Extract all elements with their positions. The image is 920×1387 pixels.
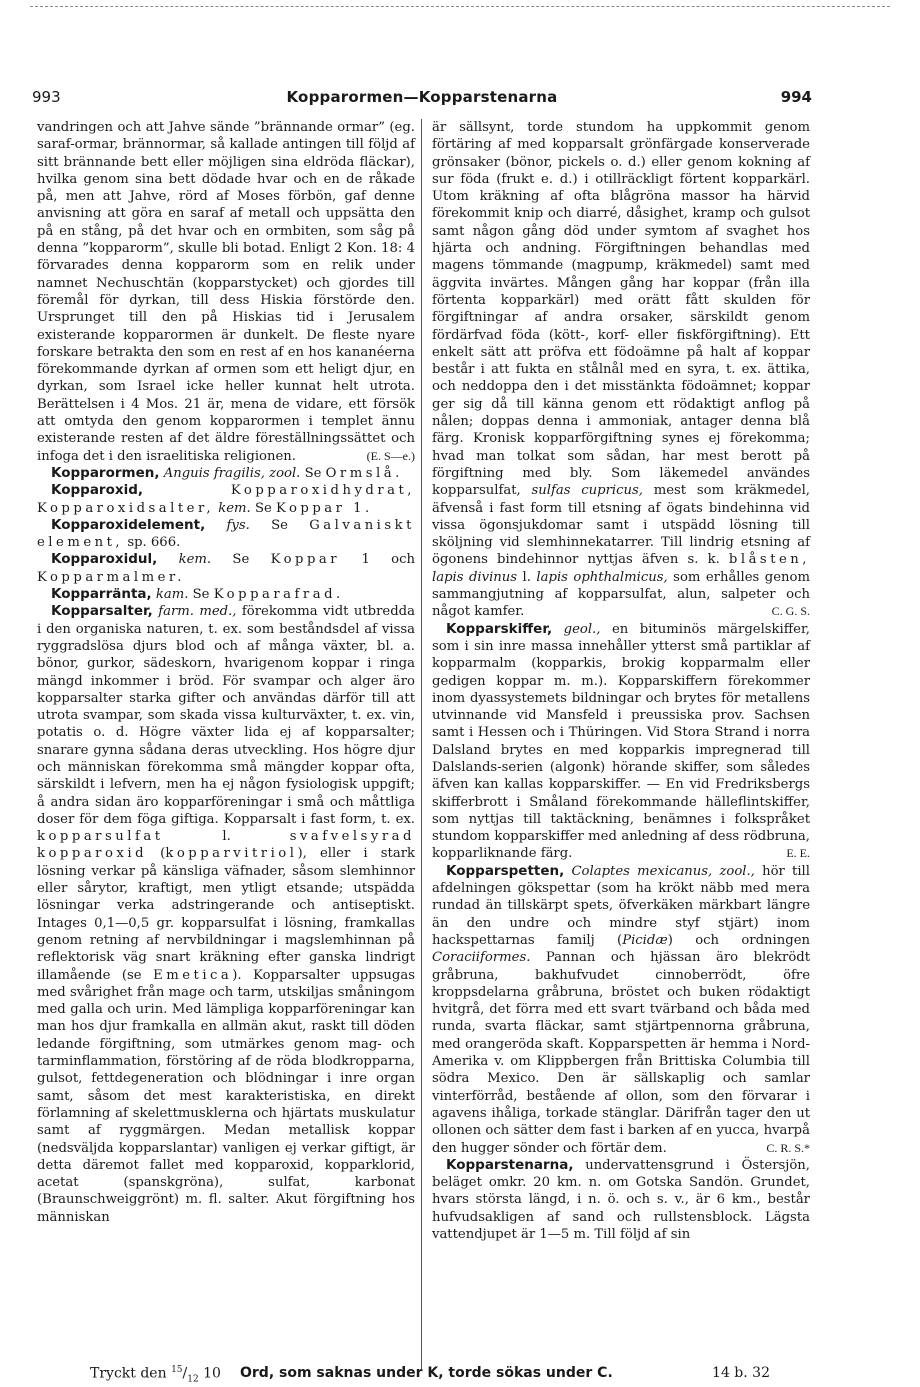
- footer-note: Ord, som saknas under K, torde sökas under C.: [240, 1365, 613, 1381]
- page-header: [32, 88, 812, 110]
- entry-kopparspetten: Kopparspetten, Colaptes mexicanus, zool., hör till afdelningen gökspettar (som ha krökt näbb med mera rundad än tillskärpt spets, öfverkäken märkbart längre än den undre och mindre styf stjärt) inom hackspettarnas familj (Picidæ) och ordningen Coraciiformes. Pannan och hjässan äro blekrödt gråbruna, bakhufvudet cinnoberrödt, öfre kroppsdelarna gråbruna, bröstet och buken rödaktigt hvitgrå, det förra med ett svart tvärband och båda med runda, svarta fläckar, samt stjärtpennorna gråbruna, med orangeröda skaft. Kopparspetten är hemma i Nord-Amerika v. om Klippbergen från Brittiska Columbia till södra Mexico. Den är sällskaplig och samlar vinterförråd, bestående af ollon, som den förvarar i agavens ihåliga, torkade stänglar. Därifrån tager den ut ollonen och sätter dem fast i barken af en yucca, hvarpå den hugger sönder och förtär dem. C. R. S.*: [432, 862, 810, 1156]
- top-dashed-rule: [30, 6, 890, 7]
- entry-kopparoxidelement: Kopparoxidelement, fys. Se Galvaniskt element, sp. 666.: [37, 516, 415, 551]
- paragraph-kopparsalter-continued: är sällsynt, torde stundom ha uppkommit genom förtäring af med kopparsalt grönfärgade konserverade grönsaker (bönor, pickels o. d.) eller genom kokning af sur föda (frukt e. d.) i otillräckligt förtent kopparkärl. Utom kräkning af ofta blågröna massor ha härvid förekommit knip och diarré, dåsighet, kramp och gulsot samt någon gång död under symtom af svaghet hos hjärta och andning. Förgiftningen behandlas med magens tömmande (magpump, kräkmedel) samt med äggvita invärtes. Mången gång har koppar (från illa förtenta kopparkärl) med orätt fått skulden för förgiftningar af andra orsaker, särskildt genom fördärfvad föda (kött-, korf- eller fiskförgiftning). Ett enkelt sätt att pröfva ett födoämne på halt af koppar består i att fukta en stålnål med en syra, t. ex. ättika, och neddoppa den i det misstänkta födoämnet; koppar ger sig då till känna genom ett rödaktigt anflog på nålen; doppas denna i ammoniak, antager denna blå färg. Kronisk kopparförgiftning synes ej förekomma; hvad man tolkat som sådan, har mest berott på förgiftning med bly. Som läkemedel användes kopparsulfat, sulfas cupricus, mest som kräkmedel, äfvenså i fast form till etsning af ögats bindehinna vid vissa ögonsjukdomar samt i utspädd lösning till sköljning vid slemhinnekatarrer. Till lindrig etsning af ögonens bindehinnor nyttjas äfven s. k. blåsten, lapis divinus l. lapis ophthalmicus, som erhålles genom sammangjutning af kopparsulfat, alun, salpeter och något kamfer. C. G. S.: [432, 120, 810, 620]
- left-column: [37, 119, 415, 1226]
- page-footer: [90, 1365, 770, 1385]
- headword: Kopparoxid,: [51, 482, 143, 499]
- headword: Kopparskiffer,: [446, 620, 553, 637]
- headword: Kopparsalter,: [51, 603, 153, 620]
- signature-mark: 14 b. 32: [712, 1365, 770, 1381]
- entry-kopparoxidul: Kopparoxidul, kem. Se Koppar 1 och Kopparmalmer.: [37, 551, 415, 585]
- entry-kopparskiffer: Kopparskiffer, geol., en bituminös märgelskiffer, som i sin inre massa innehåller ytterst små partiklar af kopparmalm (kopparkis, brokig kopparmalm eller gedigen koppar m. m.). Kopparskiffern förekommer inom dyassystemets bildningar och brytes för metallens utvinnande vid Mansfeld i preussiska prov. Sachsen samt i Hessen och i Thüringen. Vid Stora Strand i norra Dalsland brytes en med kopparkis impregnerad till Dalslands-serien (algonk) hörande skiffer, som således äfven kan kallas kopparskiffer. — En vid Fredriksbergs skifferbrott i Småland förekommande hälleflintskiffer, som nyttjas till taktäckning, benämnes i folkspråket stundom kopparskiffer med anledning af dess rödbruna, kopparliknande färg. E. E.: [432, 620, 810, 862]
- right-column: [432, 119, 810, 1243]
- entry-kopparstenarna: Kopparstenarna, undervattensgrund i Östersjön, beläget omkr. 20 km. n. om Gotska Sandön. Grundet, hvars största längd, i n. ö. och s. v., är 6 km., består hufvudsakligen af sand och rullstensblock. Lägsta vattendjupet är 1—5 m. Till följd af sin: [432, 1156, 810, 1242]
- page-number-right: 994: [780, 88, 812, 106]
- headword: Kopparormen,: [51, 464, 160, 481]
- entry-kopparranta: Kopparränta, kam. Se Kopparafrad.: [51, 586, 344, 603]
- running-title: Kopparormen—Kopparstenarna: [286, 88, 558, 106]
- headword: Kopparoxidul,: [51, 551, 158, 568]
- author-signature: C. R. S.*: [766, 1140, 810, 1155]
- author-signature: E. E.: [786, 846, 810, 861]
- print-date: Tryckt den $^{15}/_{12}$ 10: [90, 1365, 221, 1385]
- headword: Kopparränta,: [51, 586, 152, 603]
- entry-kopparormen: Kopparormen, Anguis fragilis, zool. Se Ormslå.: [51, 464, 403, 481]
- headword: Kopparoxidelement,: [51, 516, 206, 533]
- paragraph-kopparormen-continued: vandringen och att Jahve sände ”brännande ormar” (eg. saraf-ormar, brännormar, så kallade antingen till följd af sitt brännande bett eller möjligen sina eldröda fläckar), hvilka genom sina bett dödade hvar och en de råkade på, men att Jahve, rörd af Moses förbön, gaf denne anvisning att göra en saraf af metall och uppsätta den på en stång, på det hvar och en ormbiten, som såg på denna ”kopparorm”, skulle bli botad. Enligt 2 Kon. 18: 4 förvarades denna kopparorm som en relik under namnet Nechuschtän (kopparstycket) och gjordes till föremål för dyrkan, till dess Hiskia förstörde den. Ursprunget till den på Hiskias tid i Jerusalem existerande kopparormen är dunkelt. De fleste nyare forskare betrakta den som en rest af en hos kananéerna förekommande dyrkan af ormen som ett heligt djur, en dyrkan, som Israel icke heller kunnat helt utrota. Berättelsen i 4 Mos. 21 är, mena de vidare, ett försök att omtyda den genom kopparormen i templet ännu existerande resten af det äldre föreställningssättet och infoga det i den israelitiska religionen. (E. S—e.): [37, 120, 415, 464]
- column-divider: [421, 119, 422, 1369]
- page-number-left: 993: [32, 88, 61, 106]
- headword: Kopparspetten,: [446, 862, 565, 879]
- author-signature: C. G. S.: [771, 604, 810, 619]
- author-signature: (E. S—e.): [366, 448, 415, 463]
- entry-kopparsalter: Kopparsalter, farm. med., förekomma vidt utbredda i den organiska naturen, t. ex. som beståndsdel af vissa ryggradslösa djurs blod och af många växter, bl. a. bönor, gurkor, sädeskorn, hvarigenom koppar i ringa mängd inkommer i bröd. För svampar och alger äro kopparsalter starka gifter och användas därför till att utrota svampar, som skada vissa kulturväxter, t. ex. vin, potatis o. d. Högre växter lida ej af kopparsalter; snarare gynna sådana deras utveckling. Hos högre djur och människan förekomma små mängder koppar ofta, särskildt i lefvern, men ha ej någon fysiologisk uppgift; å andra sidan äro kopparföreningar i små och måttliga doser för dem föga giftiga. Kopparsalt i fast form, t. ex. kopparsulfat l. svafvelsyrad kopparoxid (kopparvitriol), eller i stark lösning verkar på känsliga väfnader, såsom slemhinnor eller sårytor, kraftigt, men ytligt etsande; utspädda lösningar verka adstringerande och antiseptiskt. Intages 0,1—0,5 gr. kopparsulfat i lösning, framkallas genom retning af nervbildningar i magslemhinnan på reflektorisk väg snart kräkning efter ganska lindrigt illamående (se Emetica). Kopparsalter uppsugas med svårighet från mage och tarm, utskiljas småningom med galla och urin. Med lämpliga kopparföreningar kan man hos djur framkalla en allmän akut, raskt till döden ledande förgiftning, som utmärkes genom mag- och tarminflammation, förstöring af de röda blodkropparna, gulsot, fettdegeneration och blödningar i inre organ samt, såsom det mest karakteristiska, en direkt förlamning af skelettmusklerna och hjärtats muskulatur samt af ryggmärgen. Medan metallisk koppar (nedsväljda kopparslantar) vanligen ej verkar giftigt, är detta däremot fallet med kopparoxid, kopparklorid, acetat (spanskgröna), sulfat, karbonat (Braunschweiggrönt) m. fl. salter. Akut förgiftning hos människan: [37, 603, 415, 1225]
- entry-kopparoxid: Kopparoxid, Kopparoxidhydrat, Kopparoxidsalter, kem. Se Koppar 1.: [37, 482, 415, 516]
- headword: Kopparstenarna,: [446, 1156, 574, 1173]
